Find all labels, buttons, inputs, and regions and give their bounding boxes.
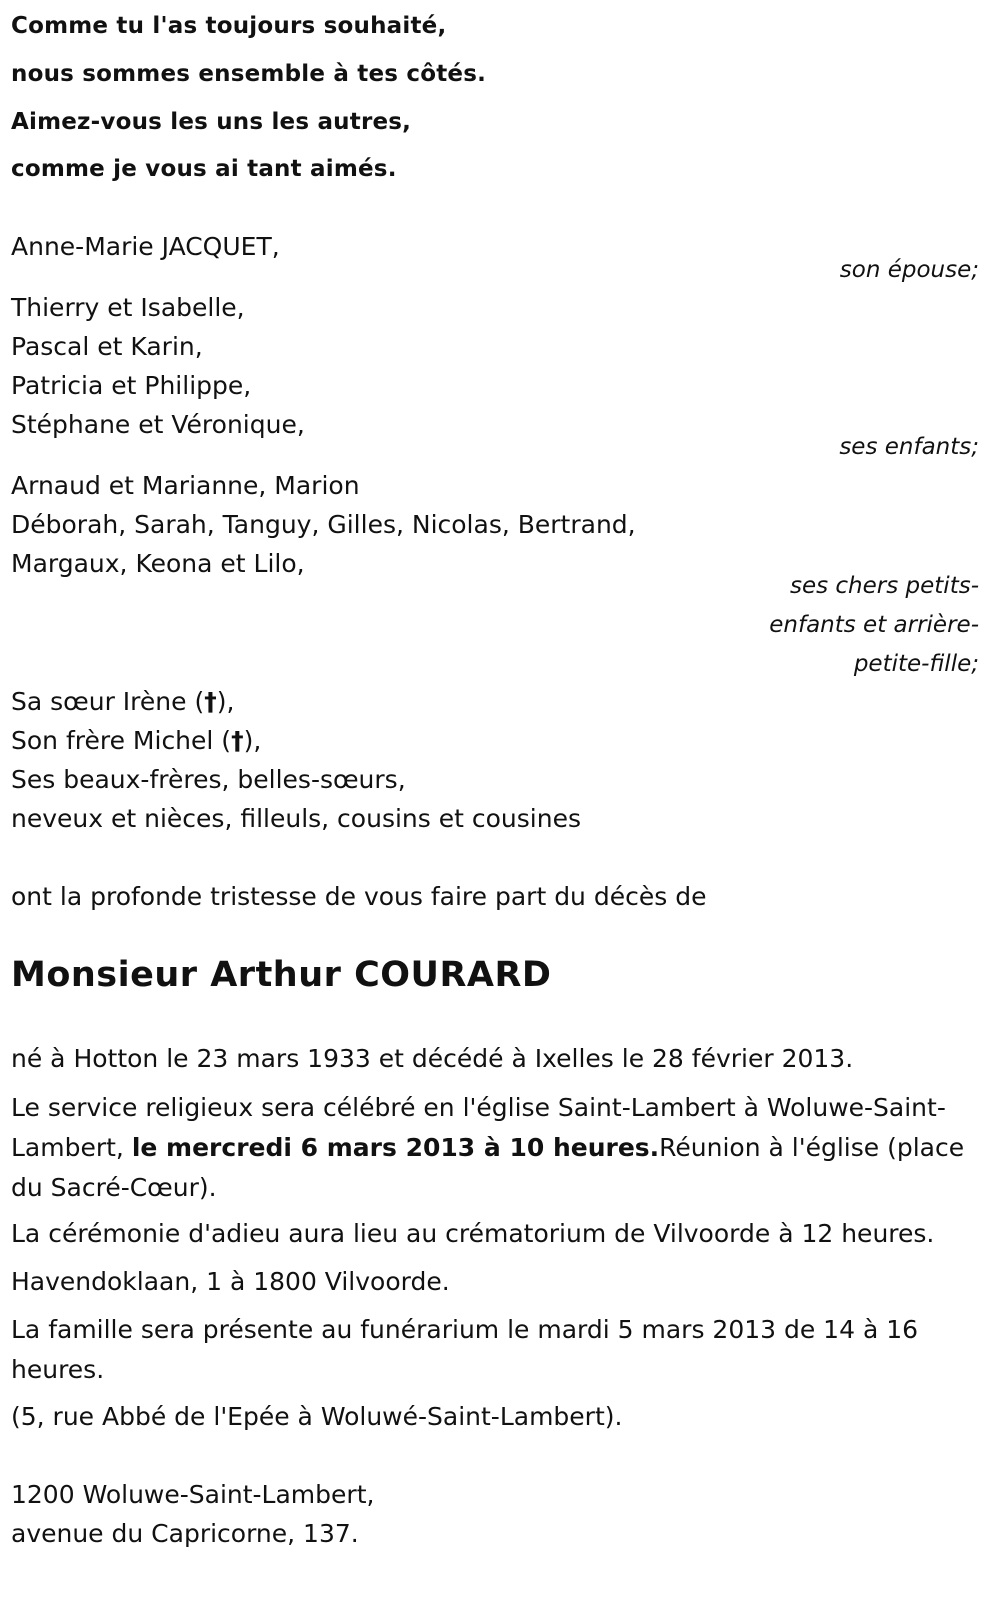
grandchildren-relation-line-3: petite-fille; <box>853 651 979 677</box>
service-text: Le service religieux sera célébré en l'église Saint-Lambert à Woluwe-Saint-Lambert, <box>11 1093 946 1162</box>
announcement-text: ont la profonde tristesse de vous faire part du décès de <box>11 882 707 911</box>
address-line-2: avenue du Capricorne, 137. <box>11 1519 359 1548</box>
grandchildren-relation-line-1: ses chers petits- <box>789 573 979 599</box>
others-line: neveux et nièces, filleuls, cousins et cousines <box>11 804 581 833</box>
child-line-1: Thierry et Isabelle, <box>11 293 245 322</box>
deceased-name: Monsieur Arthur COURARD <box>11 955 552 995</box>
grandchildren-line-1: Arnaud et Marianne, Marion <box>11 471 360 500</box>
child-line-4: Stéphane et Véronique, <box>11 410 305 439</box>
brother-line <box>11 725 261 757</box>
verse-line-4: comme je vous ai tant aimés. <box>11 156 397 182</box>
verse-line-1: Comme tu l'as toujours souhaité, <box>11 13 447 39</box>
birth-death-text: né à Hotton le 23 mars 1933 et décédé à Ixelles le 28 février 2013. <box>11 1044 854 1073</box>
verse-line-2: nous sommes ensemble à tes côtés. <box>11 61 487 87</box>
verse-line-3: Aimez-vous les uns les autres, <box>11 109 412 135</box>
children-relation: ses enfants; <box>839 434 979 460</box>
brother-text-end: ), <box>243 726 262 755</box>
inlaws-line: Ses beaux-frères, belles-sœurs, <box>11 765 406 794</box>
grandchildren-line-2: Déborah, Sarah, Tanguy, Gilles, Nicolas, Bertrand, <box>11 510 636 539</box>
ceremony-address: Havendoklaan, 1 à 1800 Vilvoorde. <box>11 1267 450 1296</box>
spouse-name: Anne-Marie JACQUET, <box>11 232 280 261</box>
cross-icon: † <box>231 726 244 755</box>
grandchildren-line-3: Margaux, Keona et Lilo, <box>11 549 305 578</box>
cross-icon: † <box>204 687 217 716</box>
sister-line <box>11 686 234 718</box>
service-paragraph <box>11 1088 986 1208</box>
child-line-3: Patricia et Philippe, <box>11 371 252 400</box>
service-meeting-text: Réunion à l'église (place du Sacré-Cœur). <box>11 1133 965 1202</box>
sister-text: Sa sœur Irène ( <box>11 687 205 716</box>
sister-text-end: ), <box>216 687 235 716</box>
child-line-2: Pascal et Karin, <box>11 332 203 361</box>
address-line-1: 1200 Woluwe-Saint-Lambert, <box>11 1480 375 1509</box>
brother-text: Son frère Michel ( <box>11 726 232 755</box>
funerarium-address: (5, rue Abbé de l'Epée à Woluwé-Saint-Lambert). <box>11 1402 623 1431</box>
service-date: le mercredi 6 mars 2013 à 10 heures. <box>131 1133 660 1162</box>
spouse-relation: son épouse; <box>839 257 979 283</box>
ceremony-text: La cérémonie d'adieu aura lieu au crématorium de Vilvoorde à 12 heures. <box>11 1219 935 1248</box>
family-presence-text: La famille sera présente au funérarium le mardi 5 mars 2013 de 14 à 16 heures. <box>11 1315 919 1384</box>
grandchildren-relation-line-2: enfants et arrière- <box>769 612 979 638</box>
